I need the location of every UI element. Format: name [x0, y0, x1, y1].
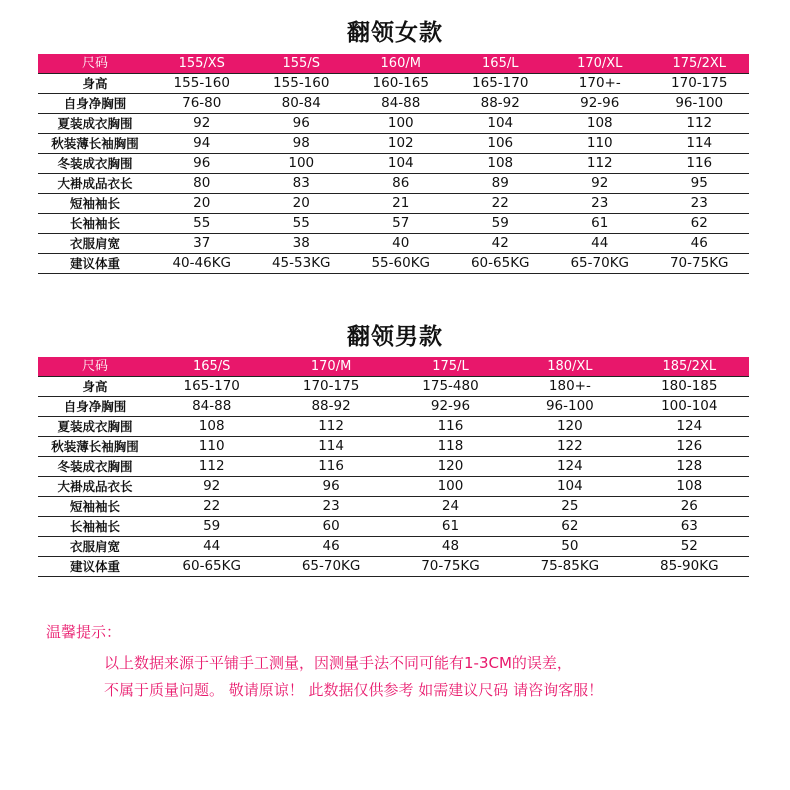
women-table-title: 翻领女款 [347, 20, 443, 46]
table-cell: 120 [437, 458, 464, 474]
table-cell: 38 [292, 235, 310, 251]
table-cell: 104 [556, 478, 583, 494]
notice-title: 温馨提示： [46, 623, 122, 641]
row-label: 冬装成衣胸围 [57, 459, 133, 474]
table-row [38, 437, 749, 457]
table-cell: 98 [292, 135, 310, 151]
table-row [38, 74, 749, 94]
table-cell: 94 [193, 135, 211, 151]
table-cell: 96 [322, 478, 340, 494]
table-cell: 92 [591, 175, 609, 191]
men-size-table [38, 357, 749, 577]
table-cell: 120 [556, 418, 583, 434]
table-cell: 114 [686, 135, 713, 151]
row-label: 大褂成品衣长 [57, 479, 133, 494]
table-cell: 80-84 [281, 95, 321, 111]
table-cell: 20 [292, 195, 310, 211]
table-cell: 26 [680, 498, 698, 514]
table-cell: 88-92 [480, 95, 520, 111]
table-cell: 112 [318, 418, 344, 434]
table-cell: 61 [441, 518, 460, 534]
table-cell: 75-85KG [540, 558, 600, 574]
table-cell: 116 [686, 155, 713, 171]
table-cell: 180+- [548, 378, 591, 394]
table-cell: 92 [193, 115, 211, 131]
row-label: 衣服肩宽 [69, 236, 120, 251]
table-cell: 180-185 [661, 378, 718, 394]
table-cell: 165-170 [472, 75, 529, 91]
table-cell: 23 [322, 498, 340, 514]
table-cell: 100 [387, 115, 414, 131]
table-cell: 102 [387, 135, 414, 151]
row-label: 身高 [82, 76, 108, 91]
table-cell: 70-75KG [669, 255, 729, 271]
women-size-table [38, 54, 749, 274]
table-cell: 96-100 [545, 398, 594, 414]
table-cell: 155-160 [273, 75, 330, 91]
table-cell: 96 [292, 115, 310, 131]
table-cell: 61 [591, 215, 609, 231]
table-cell: 114 [318, 438, 344, 454]
header-cell-size: 175/L [391, 357, 510, 377]
table-cell: 92 [203, 478, 221, 494]
row-label: 短袖袖长 [69, 196, 120, 211]
header-cell-size-label: 尺码 [38, 357, 152, 377]
table-cell: 46 [322, 538, 340, 554]
table-cell: 108 [586, 115, 613, 131]
table-row [38, 174, 749, 194]
row-label: 夏装成衣胸围 [57, 419, 133, 434]
table-row [38, 114, 749, 134]
table-cell: 106 [487, 135, 514, 151]
table-cell: 128 [676, 458, 703, 474]
table-cell: 122 [556, 438, 583, 454]
table-row [38, 194, 749, 214]
table-cell: 92-96 [430, 398, 471, 414]
table-cell: 95 [690, 175, 708, 191]
table-row [38, 214, 749, 234]
row-label: 秋装薄长袖胸围 [51, 439, 139, 454]
table-cell: 50 [561, 538, 579, 554]
table-cell: 100 [288, 155, 315, 171]
table-cell: 63 [680, 518, 698, 534]
table-cell: 175-480 [422, 378, 479, 394]
table-row [38, 477, 749, 497]
row-label: 衣服肩宽 [69, 539, 120, 554]
table-cell: 170-175 [302, 378, 360, 394]
table-cell: 170+- [578, 75, 621, 91]
table-cell: 23 [591, 195, 609, 211]
table-cell: 60-65KG [470, 255, 530, 271]
table-cell: 112 [586, 155, 613, 171]
table-row [38, 557, 749, 577]
table-cell: 22 [491, 195, 509, 211]
table-cell: 96 [193, 155, 211, 171]
table-cell: 96-100 [675, 95, 724, 111]
table-cell: 65-70KG [570, 255, 630, 271]
header-cell-size: 160/M [351, 54, 451, 74]
table-cell: 52 [680, 538, 698, 554]
table-cell: 22 [203, 498, 221, 514]
table-cell: 108 [198, 418, 225, 434]
table-cell: 70-75KG [421, 558, 480, 574]
table-cell: 100 [437, 478, 464, 494]
header-cell-size: 185/2XL [630, 357, 749, 377]
table-cell: 44 [591, 235, 609, 251]
header-row [38, 54, 749, 74]
row-label: 自身净胸围 [63, 399, 127, 414]
table-row [38, 94, 749, 114]
table-cell: 155-160 [173, 75, 230, 91]
table-cell: 92-96 [580, 95, 620, 111]
table-row [38, 517, 749, 537]
header-cell-size: 170/M [271, 357, 390, 377]
table-cell: 112 [686, 115, 713, 131]
table-cell: 104 [387, 155, 414, 171]
row-label: 建议体重 [69, 559, 120, 574]
header-cell-size: 165/L [451, 54, 551, 74]
table-cell: 45-53KG [271, 255, 331, 271]
table-cell: 40-46KG [172, 255, 232, 271]
table-cell: 89 [491, 175, 509, 191]
table-cell: 40 [392, 235, 410, 251]
table-cell: 37 [193, 235, 211, 251]
table-cell: 108 [487, 155, 514, 171]
header-cell-size: 175/2XL [650, 54, 750, 74]
table-cell: 100-104 [661, 398, 718, 414]
table-cell: 25 [561, 498, 579, 514]
table-cell: 116 [437, 418, 464, 434]
table-row [38, 154, 749, 174]
table-cell: 48 [441, 538, 460, 554]
table-cell: 21 [392, 195, 410, 211]
table-cell: 62 [690, 215, 708, 231]
table-cell: 110 [586, 135, 613, 151]
header-cell-size: 155/S [252, 54, 352, 74]
men-table-title: 翻领男款 [347, 324, 443, 350]
table-cell: 112 [198, 458, 225, 474]
table-cell: 170-175 [671, 75, 728, 91]
table-row [38, 134, 749, 154]
table-cell: 83 [292, 175, 310, 191]
table-cell: 165-170 [183, 378, 240, 394]
table-cell: 88-92 [311, 398, 351, 414]
table-cell: 124 [676, 418, 703, 434]
row-label: 建议体重 [69, 256, 120, 271]
table-cell: 84-88 [192, 398, 232, 414]
table-cell: 60 [322, 518, 340, 534]
table-row [38, 377, 749, 397]
table-cell: 124 [556, 458, 583, 474]
table-cell: 46 [690, 235, 708, 251]
table-row [38, 457, 749, 477]
row-label: 短袖袖长 [69, 499, 120, 514]
table-cell: 20 [193, 195, 211, 211]
table-cell: 84-88 [381, 95, 421, 111]
table-cell: 80 [193, 175, 211, 191]
table-cell: 108 [676, 478, 703, 494]
row-label: 长袖袖长 [69, 216, 120, 231]
table-cell: 160-165 [372, 75, 429, 91]
table-cell: 76-80 [182, 95, 222, 111]
table-cell: 59 [203, 518, 221, 534]
header-cell-size: 170/XL [550, 54, 650, 74]
table-cell: 118 [437, 438, 464, 454]
table-cell: 44 [203, 538, 221, 554]
table-cell: 110 [198, 438, 225, 454]
table-cell: 85-90KG [660, 558, 719, 574]
notice-line-2: 不属于质量问题。 敬请原谅！ 此数据仅供参考 如需建议尺码 请咨询客服！ [104, 681, 604, 699]
table-cell: 60-65KG [182, 558, 241, 574]
row-label: 秋装薄长袖胸围 [51, 136, 139, 151]
notice-line-1: 以上数据来源于平铺手工测量，因测量手法不同可能有1-3CM的误差， [104, 654, 572, 672]
row-label: 大褂成品衣长 [57, 176, 133, 191]
table-cell: 59 [491, 215, 509, 231]
row-label: 夏装成衣胸围 [57, 116, 133, 131]
header-cell-size-label: 尺码 [38, 54, 152, 74]
row-label: 自身净胸围 [63, 96, 127, 111]
table-cell: 86 [392, 175, 410, 191]
table-cell: 65-70KG [301, 558, 361, 574]
table-cell: 126 [676, 438, 703, 454]
table-row [38, 397, 749, 417]
table-cell: 23 [690, 195, 708, 211]
header-row [38, 357, 749, 377]
header-cell-size: 180/XL [510, 357, 629, 377]
table-cell: 24 [441, 498, 460, 514]
table-cell: 42 [491, 235, 509, 251]
row-label: 长袖袖长 [69, 519, 120, 534]
header-cell-size: 155/XS [152, 54, 252, 74]
table-row [38, 254, 749, 274]
table-cell: 55 [193, 215, 211, 231]
table-row [38, 417, 749, 437]
header-cell-size: 165/S [152, 357, 271, 377]
row-label: 身高 [82, 379, 108, 394]
row-label: 冬装成衣胸围 [57, 156, 133, 171]
table-cell: 57 [392, 215, 410, 231]
table-cell: 55-60KG [371, 255, 431, 271]
table-cell: 55 [292, 215, 310, 231]
table-row [38, 537, 749, 557]
table-row [38, 234, 749, 254]
table-cell: 104 [487, 115, 514, 131]
table-cell: 116 [318, 458, 344, 474]
table-row [38, 497, 749, 517]
table-cell: 62 [561, 518, 579, 534]
